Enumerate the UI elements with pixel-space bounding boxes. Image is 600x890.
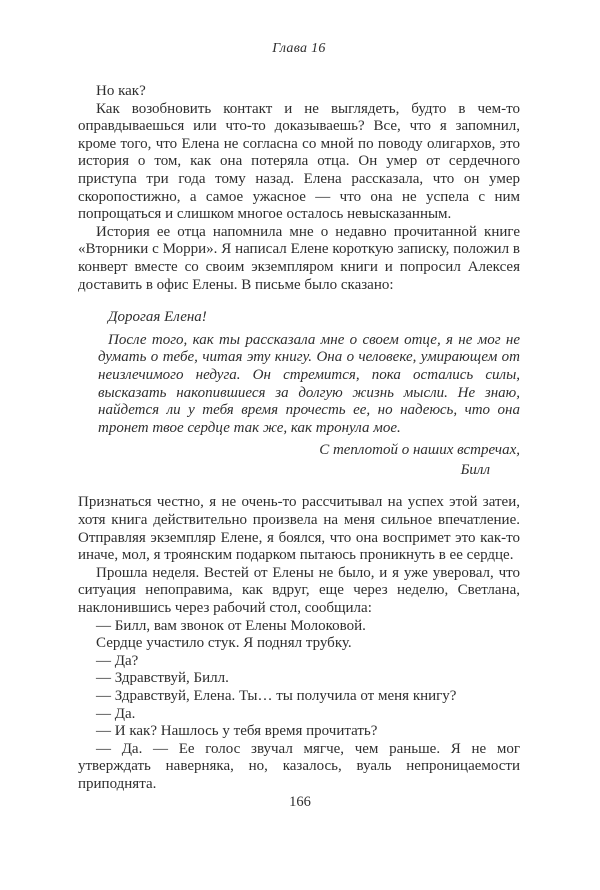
paragraph: Сердце участило стук. Я поднял трубку. bbox=[96, 635, 352, 652]
letter-block bbox=[98, 309, 520, 479]
paragraph: Но как? bbox=[96, 83, 146, 99]
dialogue-line: — Здравствуй, Елена. Ты… ты получила от меня книгу? bbox=[96, 688, 457, 704]
dialogue-line: — Да. bbox=[96, 705, 136, 722]
dialogue-line: — Да? bbox=[96, 652, 139, 669]
dialogue-line: — Здравствуй, Билл. bbox=[96, 670, 229, 687]
paragraph: Как возобновить контакт и не выглядеть, будто в чем-то оправдываешься или что-то доказываешь? Все, что я запомнил, кроме того, что Елена не согласна со мной по поводу олигархов, это история о том, как она потеряла отца. Он умер от сердечного приступа три года тому назад. Елена рассказала, что он умер скоропостижно, а самое ужасное — что она не успела с ним попрощаться и слишком многое осталось невысказанным. bbox=[78, 100, 520, 223]
paragraph: Прошла неделя. Вестей от Елены не было, и я уже уверовал, что ситуация непоправима, как вдруг, еще через неделю, Светлана, наклонившись через рабочий стол, сообщила: bbox=[78, 564, 520, 617]
paragraph: История ее отца напомнила мне о недавно прочитанной книге «Вторники с Морри». Я написал Елене короткую записку, положил в конверт вместе со своим экземпляром книги и попросил Алексея доставить в офис Елены. В письме было сказано: bbox=[78, 223, 520, 293]
letter-body: После того, как ты рассказала мне о своем отце, я не мог не думать о тебе, читая эту книгу. Она о человеке, умирающем от неизлечимого недуга. Он стремится, пока остались силы, высказать накопившиеся за долгую жизнь мысли. Не знаю, найдется ли у тебя время прочесть ее, но надеюсь, что она тронет твое сердце так же, как тронула мое. bbox=[98, 331, 520, 436]
dialogue-line: — Билл, вам звонок от Елены Молоковой. bbox=[96, 617, 366, 634]
chapter-running-head: Глава 16 bbox=[272, 41, 326, 56]
dialogue-line: — И как? Нашлось у тебя время прочитать? bbox=[96, 723, 378, 740]
page-body bbox=[78, 83, 520, 794]
page-number: 166 bbox=[289, 794, 311, 810]
letter-signature: Билл bbox=[460, 461, 490, 478]
letter-closing: С теплотой о наших встречах, bbox=[319, 442, 520, 459]
dialogue-line: — Да. — Ее голос звучал мягче, чем раньше. Я не мог утверждать наверняка, но, казалось, вуаль непроницаемости приподнята. bbox=[78, 740, 520, 792]
paragraph: Признаться честно, я не очень-то рассчитывал на успех этой затеи, хотя книга действительно произвела на меня сильное впечатление. Отправляя экземпляр Елене, я боялся, что она воспримет это как-то иначе, мол, я троянским подарком пытаюсь проникнуть в ее сердце. bbox=[78, 494, 520, 564]
letter-salutation: Дорогая Елена! bbox=[108, 309, 207, 326]
